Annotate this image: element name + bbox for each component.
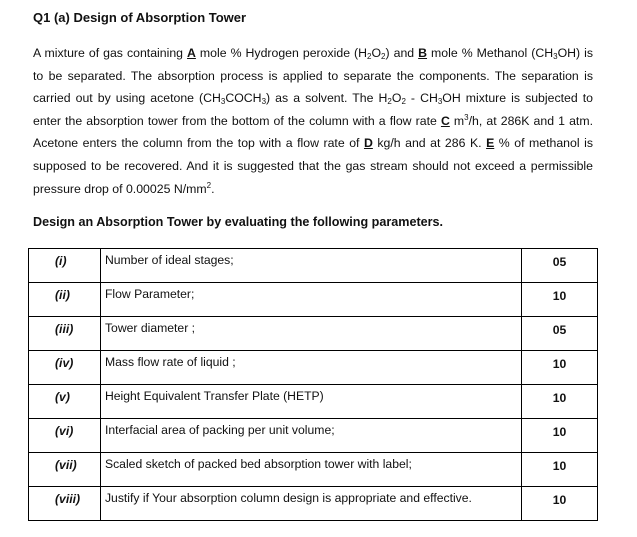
- table-row: [29, 317, 598, 351]
- item-marks: 10: [522, 453, 598, 487]
- parameters-table: [28, 248, 598, 521]
- item-marks: 05: [522, 249, 598, 283]
- item-marks: 10: [522, 419, 598, 453]
- table-row: [29, 419, 598, 453]
- item-number: (v): [29, 385, 101, 419]
- item-number: (ii): [29, 283, 101, 317]
- variable-d: D: [363, 136, 373, 151]
- item-label: Scaled sketch of packed bed absorption tower with label;: [100, 453, 521, 487]
- item-number: (iii): [29, 317, 101, 351]
- item-marks: 05: [522, 317, 598, 351]
- item-label: Tower diameter ;: [100, 317, 521, 351]
- question-heading: Q1 (a) Design of Absorption Tower: [33, 10, 247, 25]
- item-number: (i): [29, 249, 101, 283]
- item-label: Flow Parameter;: [100, 283, 521, 317]
- table-row: [29, 453, 598, 487]
- problem-statement: A mixture of gas containing A mole % Hydrogen peroxide $(H_2O_2)$ and B mole % Methanol $(CH_3OH)$ is to be separated. The absorption process is applied to separate the components. The separation is carried out by using acetone $(CH_3COCH_3)$ as a solvent. The $H_2O_2 - CH_3OH$ mixture is subjected to enter the absorption tower from the bottom of the column with a flow rate C $m^3/h$, at 286K and 1 atm. Acetone enters the column from the top with a flow rate of D kg/h and at 286 K. E % of methanol is supposed to be recovered. And it is suggested that the gas stream should not exceed a permissible pressure drop of 0.00025 $N/mm^2$.: [33, 46, 594, 196]
- item-marks: 10: [522, 283, 598, 317]
- item-label: Height Equivalent Transfer Plate (HETP): [100, 385, 521, 419]
- item-marks: 10: [522, 351, 598, 385]
- item-marks: 10: [522, 385, 598, 419]
- item-marks: 10: [522, 487, 598, 521]
- item-label: Mass flow rate of liquid ;: [100, 351, 521, 385]
- item-label: Justify if Your absorption column design is appropriate and effective.: [100, 487, 521, 521]
- item-number: (viii): [29, 487, 101, 521]
- variable-e: E: [486, 136, 495, 151]
- variable-a: A: [187, 46, 196, 60]
- item-number: (vii): [29, 453, 101, 487]
- table-row: [29, 385, 598, 419]
- item-number: (iv): [29, 351, 101, 385]
- table-row: [29, 283, 598, 317]
- variable-b: B: [418, 46, 428, 60]
- item-number: (vi): [29, 419, 101, 453]
- item-label: Number of ideal stages;: [100, 249, 521, 283]
- table-row: [29, 249, 598, 283]
- table-row: [29, 487, 598, 521]
- item-label: Interfacial area of packing per unit volume;: [100, 419, 521, 453]
- task-subheading: Design an Absorption Tower by evaluating the following parameters.: [33, 215, 444, 229]
- variable-c: C: [440, 113, 450, 128]
- table-row: [29, 351, 598, 385]
